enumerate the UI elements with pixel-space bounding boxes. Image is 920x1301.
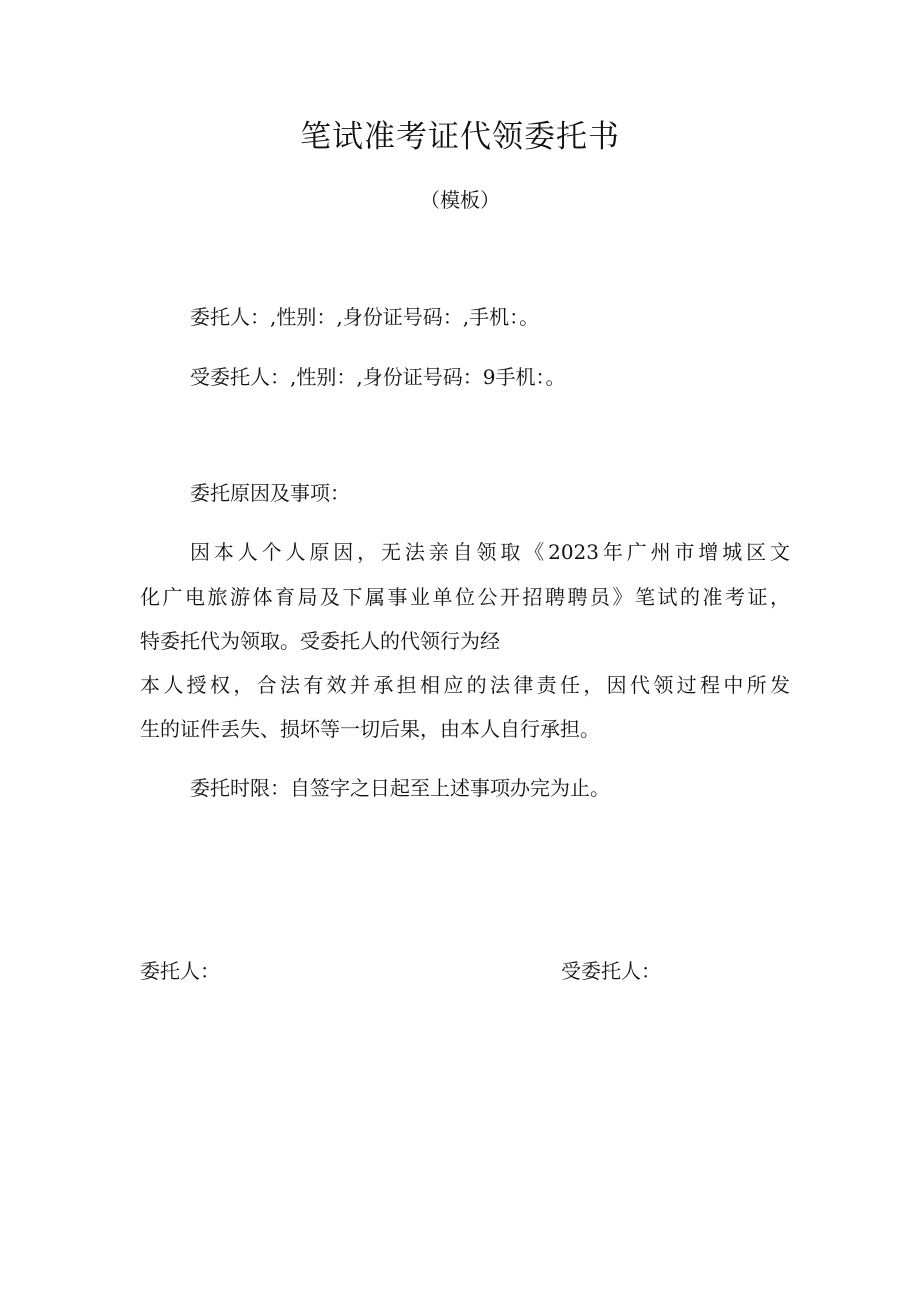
body-line: 因本人个人原因，无法亲自领取《2023年广州市增城区文 xyxy=(190,540,790,564)
agent-info-line: 受委托人：,性别：,身份证号码：9手机：。 xyxy=(190,365,566,389)
term-line: 委托时限：自签字之日起至上述事项办完为止。 xyxy=(190,776,610,800)
document-subtitle: （模板） xyxy=(420,188,500,212)
body-line: 本人授权，合法有效并承担相应的法律责任，因代领过程中所发 xyxy=(140,673,790,697)
reason-heading: 委托原因及事项： xyxy=(190,481,350,505)
body-line: 化广电旅游体育局及下属事业单位公开招聘聘员》笔试的准考证， xyxy=(140,585,790,609)
signature-principal-label: 委托人： xyxy=(140,959,220,983)
body-line: 生的证件丢失、损坏等一切后果，由本人自行承担。 xyxy=(140,717,600,741)
body-line: 特委托代为领取。受委托人的代领行为经 xyxy=(140,629,500,653)
principal-info-line: 委托人：,性别：,身份证号码：,手机：。 xyxy=(190,305,540,329)
document-title: 笔试准考证代领委托书 xyxy=(300,119,620,155)
signature-agent-label: 受委托人： xyxy=(561,959,661,983)
